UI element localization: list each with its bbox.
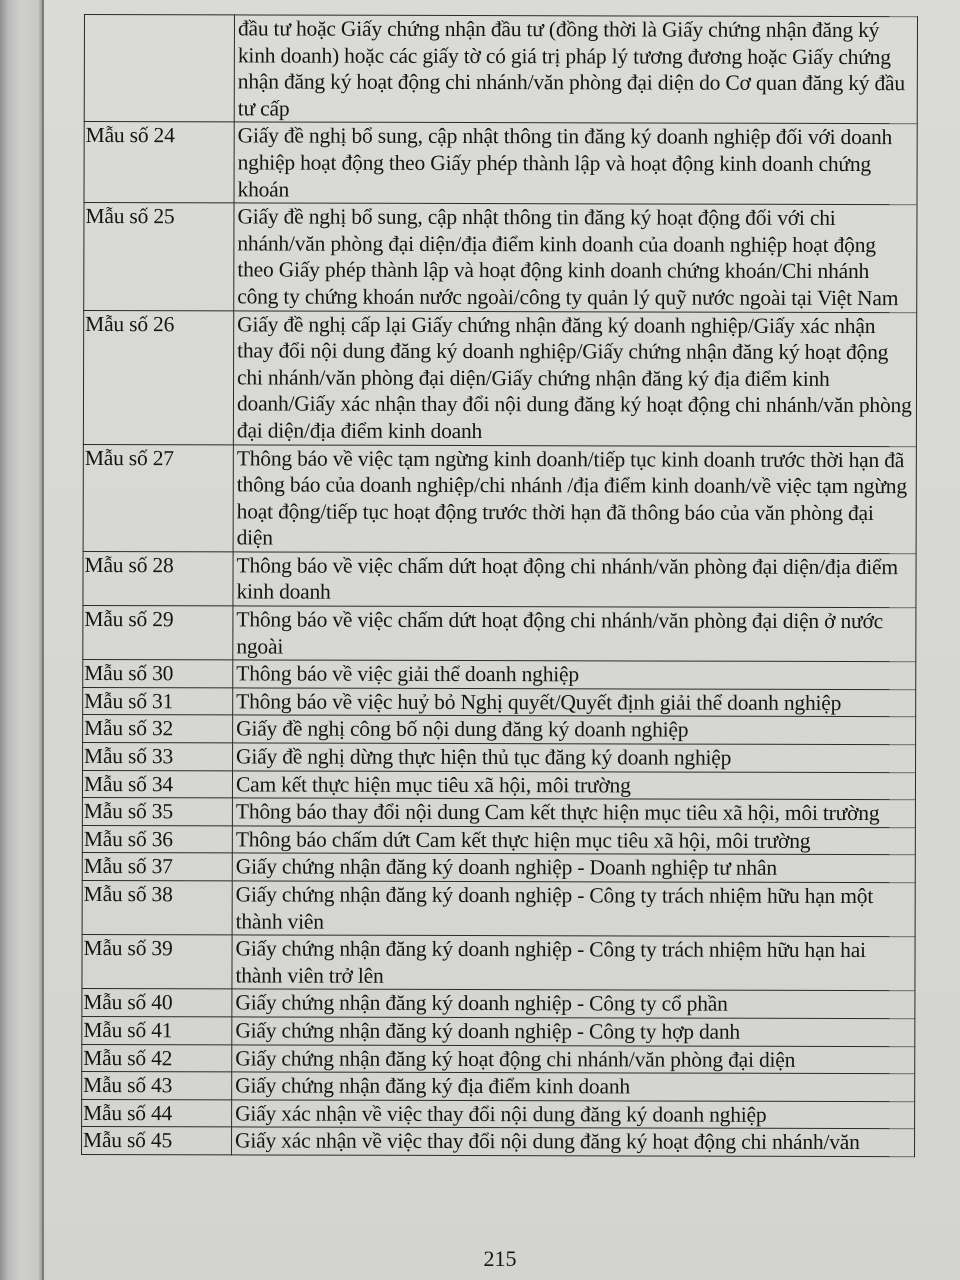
form-description-cell: Giấy chứng nhận đăng ký doanh nghiệp - Công ty trách nhiệm hữu hạn một thành viên (232, 881, 915, 937)
form-code-cell: Mẫu số 42 (82, 1044, 232, 1072)
form-code-cell: Mẫu số 37 (82, 853, 232, 881)
table-row (82, 770, 915, 800)
form-code-cell: Mẫu số 33 (83, 743, 233, 771)
table-row (82, 1099, 915, 1129)
table-row (82, 935, 915, 991)
form-code-cell: Mẫu số 26 (83, 310, 233, 444)
form-description-cell: Thông báo thay đổi nội dung Cam kết thực hiện mục tiêu xã hội, môi trường (232, 798, 915, 827)
table-row (83, 687, 916, 717)
table-row (82, 1127, 915, 1157)
form-description-cell: Giấy đề nghị cấp lại Giấy chứng nhận đăng ký doanh nghiệp/Giấy xác nhận thay đổi nội dung đăng ký doanh nghiệp/Giấy chứng nhận đăng ký hoạt động chi nhánh/văn phòng đại diện/Giấy chứng nhận đăng ký địa điểm kinh doanh/Giấy xác nhận thay đổi nội dung đăng ký hoạt động chi nhánh/văn phòng đại diện/địa điểm kinh doanh (233, 310, 916, 446)
form-code-cell: Mẫu số 32 (83, 715, 233, 743)
page-number: 215 (483, 1246, 517, 1271)
table-row (82, 1072, 915, 1102)
form-code-cell (84, 15, 234, 123)
table-row (82, 1016, 915, 1046)
form-description-cell: Thông báo chấm dứt Cam kết thực hiện mục tiêu xã hội, môi trường (232, 826, 915, 855)
form-code-cell: Mẫu số 41 (82, 1016, 232, 1044)
form-code-cell: Mẫu số 24 (84, 122, 234, 203)
form-description-cell: Cam kết thực hiện mục tiêu xã hội, môi trường (232, 771, 915, 800)
form-code-cell: Mẫu số 25 (84, 203, 234, 311)
table-row (83, 310, 916, 446)
table-row (83, 606, 916, 662)
form-description-cell: Giấy chứng nhận đăng ký doanh nghiệp - Công ty trách nhiệm hữu hạn hai thành viên trở lên (232, 935, 915, 991)
table-row (82, 825, 915, 855)
form-description-cell: Giấy đề nghị công bố nội dung đăng ký doanh nghiệp (233, 715, 916, 744)
table-row (84, 203, 917, 313)
form-code-cell: Mẫu số 36 (82, 825, 232, 853)
form-code-cell: Mẫu số 27 (83, 444, 233, 552)
table-row (82, 853, 915, 883)
form-description-cell: Thông báo về việc tạm ngừng kinh doanh/tiếp tục kinh doanh trước thời hạn đã thông báo của doanh nghiệp/chi nhánh /địa điểm kinh doanh/về việc tạm ngừng hoạt động/tiếp tục hoạt động trước thời hạn đã thông báo của văn phòng đại diện (233, 444, 916, 553)
form-description-cell: Thông báo về việc giải thể doanh nghiệp (233, 660, 916, 689)
form-code-cell: Mẫu số 45 (82, 1127, 232, 1155)
adjacent-page-edge (0, 0, 42, 1280)
form-description-cell: Giấy xác nhận về việc thay đổi nội dung đăng ký hoạt động chi nhánh/văn (232, 1127, 915, 1156)
form-list-table (81, 14, 918, 1157)
form-description-cell: Giấy đề nghị bổ sung, cập nhật thông tin đăng ký hoạt động đối với chi nhánh/văn phòng đại diện/địa điểm kinh doanh của doanh nghiệp hoạt động theo Giấy phép thành lập và hoạt động kinh doanh chứng khoán/Chi nhánh công ty chứng khoán nước ngoài/công ty quản lý quỹ nước ngoài tại Việt Nam (234, 203, 917, 312)
form-description-cell: Giấy chứng nhận đăng ký doanh nghiệp - Công ty cổ phần (232, 989, 915, 1018)
table-row (84, 15, 917, 125)
form-description-cell: Thông báo về việc chấm dứt hoạt động chi nhánh/văn phòng đại diện/địa điểm kinh doanh (233, 552, 916, 608)
form-description-cell: Giấy đề nghị bổ sung, cập nhật thông tin đăng ký doanh nghiệp đối với doanh nghiệp hoạt động theo Giấy phép thành lập và hoạt động kinh doanh chứng khoán (234, 122, 917, 205)
table-row (82, 1044, 915, 1074)
form-code-cell: Mẫu số 28 (83, 551, 233, 606)
form-code-cell: Mẫu số 44 (82, 1099, 232, 1127)
form-code-cell: Mẫu số 38 (82, 880, 232, 935)
table-row (83, 743, 916, 773)
table-row (82, 798, 915, 828)
form-code-cell: Mẫu số 40 (82, 989, 232, 1017)
form-code-cell: Mẫu số 30 (83, 660, 233, 688)
table-row (83, 715, 916, 745)
form-description-cell: Giấy chứng nhận đăng ký doanh nghiệp - Doanh nghiệp tư nhân (232, 853, 915, 882)
form-description-cell: Giấy đề nghị dừng thực hiện thủ tục đăng ký doanh nghiệp (233, 743, 916, 772)
table-row (82, 880, 915, 936)
table-row (83, 551, 916, 607)
table-row (84, 122, 917, 205)
table-row (83, 660, 916, 690)
form-description-cell: Giấy chứng nhận đăng ký hoạt động chi nhánh/văn phòng đại diện (232, 1044, 915, 1073)
form-code-cell: Mẫu số 39 (82, 935, 232, 990)
table-row (82, 989, 915, 1019)
form-description-cell: đầu tư hoặc Giấy chứng nhận đầu tư (đồng thời là Giấy chứng nhận đăng ký kinh doanh) hoặc các giấy tờ có giá trị pháp lý tương đương hoặc Giấy chứng nhận đăng ký hoạt động chi nhánh/văn phòng đại diện do Cơ quan đăng ký đầu tư cấp (234, 15, 917, 124)
form-description-cell: Giấy chứng nhận đăng ký doanh nghiệp - Công ty hợp danh (232, 1017, 915, 1046)
form-code-cell: Mẫu số 35 (82, 798, 232, 826)
form-description-cell: Thông báo về việc huỷ bỏ Nghị quyết/Quyết định giải thể doanh nghiệp (233, 688, 916, 717)
form-code-cell: Mẫu số 31 (83, 687, 233, 715)
form-description-cell: Giấy chứng nhận đăng ký địa điểm kinh doanh (232, 1072, 915, 1101)
form-code-cell: Mẫu số 29 (83, 606, 233, 661)
form-code-cell: Mẫu số 34 (82, 770, 232, 798)
form-code-cell: Mẫu số 43 (82, 1072, 232, 1100)
form-description-cell: Thông báo về việc chấm dứt hoạt động chi nhánh/văn phòng đại diện ở nước ngoài (233, 606, 916, 662)
table-row (83, 444, 916, 554)
form-description-cell: Giấy xác nhận về việc thay đổi nội dung đăng ký doanh nghiệp (232, 1100, 915, 1129)
